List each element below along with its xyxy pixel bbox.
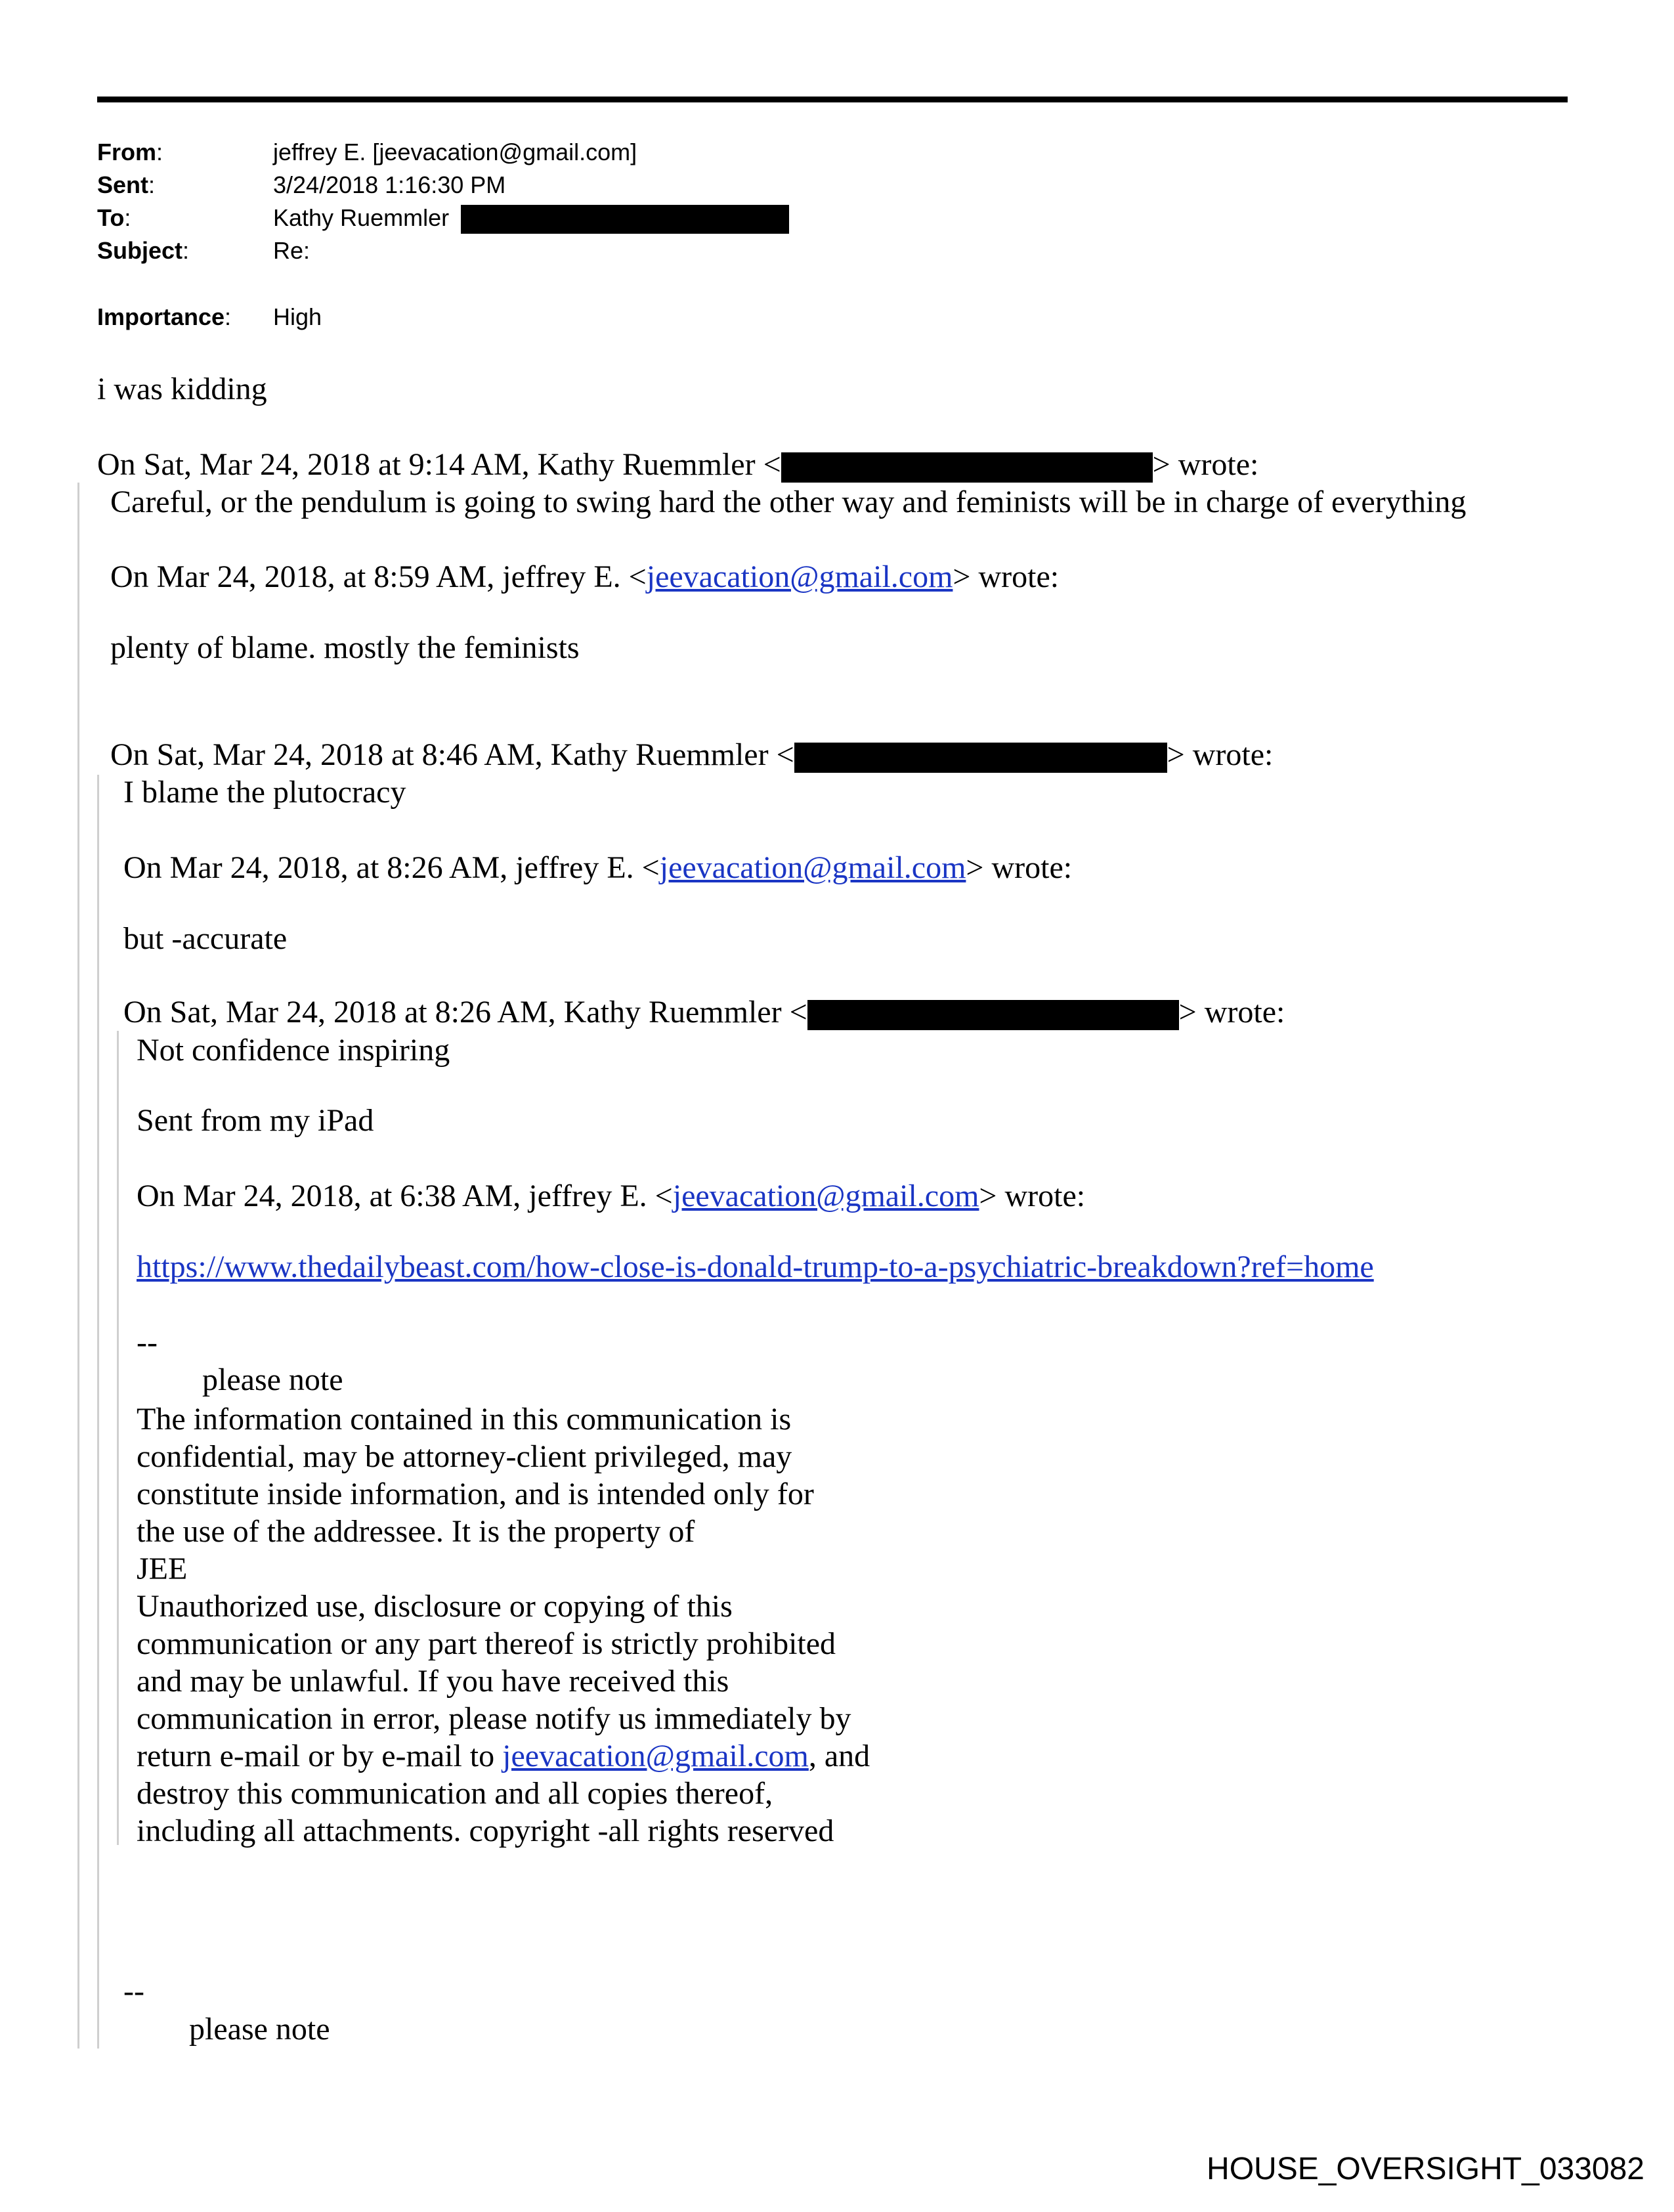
signature: Sent from my iPad — [137, 1103, 374, 1138]
disclaimer-line: including all attachments. copyright -all rights reserved — [137, 1813, 834, 1848]
quote-attribution: On Mar 24, 2018, at 8:59 AM, jeffrey E. <jeevacation@gmail.com> wrote: — [110, 559, 1060, 594]
quote-attribution: On Sat, Mar 24, 2018 at 9:14 AM, Kathy Ruemmler < > wrote: — [97, 447, 1259, 482]
subject-value: Re: — [273, 237, 311, 264]
subject-row — [97, 238, 310, 264]
quote-bar — [97, 775, 99, 2049]
quote-text: but -accurate — [123, 921, 288, 956]
quote-attribution: On Mar 24, 2018, at 8:26 AM, jeffrey E. <jeevacation@gmail.com> wrote: — [123, 850, 1073, 885]
importance-row — [97, 304, 322, 330]
disclaimer-line: and may be unlawful. If you have received this — [137, 1664, 729, 1699]
quote-bar — [117, 1031, 119, 1845]
disclaimer-line: destroy this communication and all copies thereof, — [137, 1776, 773, 1811]
quote-text: Careful, or the pendulum is going to swing hard the other way and feminists will be in charge of everything — [110, 485, 1467, 519]
disclaimer-line: constitute inside information, and is intended only for — [137, 1477, 814, 1511]
from-label: From: — [97, 139, 163, 165]
reply-text: i was kidding — [97, 372, 267, 406]
redaction-block — [781, 452, 1153, 483]
email-link[interactable]: jeevacation@gmail.com — [502, 1739, 809, 1773]
sent-row — [97, 172, 505, 198]
email-link[interactable]: jeevacation@gmail.com — [672, 1179, 979, 1213]
sent-value: 3/24/2018 1:16:30 PM — [273, 171, 506, 198]
subject-label: Subject: — [97, 237, 190, 264]
quote-text: plenty of blame. mostly the feminists — [110, 630, 580, 665]
from-row — [97, 139, 637, 165]
disclaimer-line: JEE — [137, 1551, 188, 1586]
redaction-block — [794, 743, 1167, 773]
importance-label: Importance: — [97, 303, 232, 330]
redaction-block — [807, 1000, 1179, 1030]
disclaimer-line: The information contained in this communication is — [137, 1402, 792, 1437]
disclaimer-block — [137, 1400, 870, 1850]
quote-attribution: On Sat, Mar 24, 2018 at 8:46 AM, Kathy Ruemmler < > wrote: — [110, 737, 1274, 772]
signature-dashes: -- — [137, 1325, 158, 1360]
disclaimer-line: communication or any part thereof is strictly prohibited — [137, 1626, 836, 1661]
disclaimer-line: confidential, may be attorney-client privileged, may — [137, 1439, 792, 1474]
to-value: Kathy Ruemmler — [273, 204, 450, 231]
importance-value: High — [273, 303, 322, 330]
disclaimer-line: return e-mail or by e-mail to jeevacation@gmail.com, and — [137, 1739, 870, 1773]
quote-text: I blame the plutocracy — [123, 775, 406, 810]
to-row — [97, 205, 789, 234]
header-rule — [97, 97, 1568, 102]
quote-attribution: On Mar 24, 2018, at 6:38 AM, jeffrey E. <jeevacation@gmail.com> wrote: — [137, 1179, 1086, 1213]
disclaimer-line: the use of the addressee. It is the property of — [137, 1514, 695, 1549]
disclaimer-line: communication in error, please notify us immediately by — [137, 1701, 851, 1736]
bates-number: HOUSE_OVERSIGHT_033082 — [1207, 2152, 1644, 2186]
sent-label: Sent: — [97, 171, 156, 198]
disclaimer-line: Unauthorized use, disclosure or copying of this — [137, 1589, 733, 1624]
quote-attribution: On Sat, Mar 24, 2018 at 8:26 AM, Kathy Ruemmler < > wrote: — [123, 995, 1285, 1030]
redaction-block — [461, 205, 789, 234]
signature-note: please note — [189, 2012, 330, 2047]
quote-text: Not confidence inspiring — [137, 1033, 450, 1068]
to-label: To: — [97, 204, 131, 231]
signature-dashes: -- — [123, 1974, 144, 2008]
email-link[interactable]: jeevacation@gmail.com — [659, 850, 966, 885]
signature-note: please note — [202, 1362, 343, 1397]
from-value: jeffrey E. [jeevacation@gmail.com] — [273, 139, 637, 165]
email-link[interactable]: jeevacation@gmail.com — [646, 559, 953, 594]
quote-bar — [77, 483, 79, 2049]
article-link[interactable]: https://www.thedailybeast.com/how-close-is-donald-trump-to-a-psychiatric-breakdown?ref=home — [137, 1249, 1374, 1284]
